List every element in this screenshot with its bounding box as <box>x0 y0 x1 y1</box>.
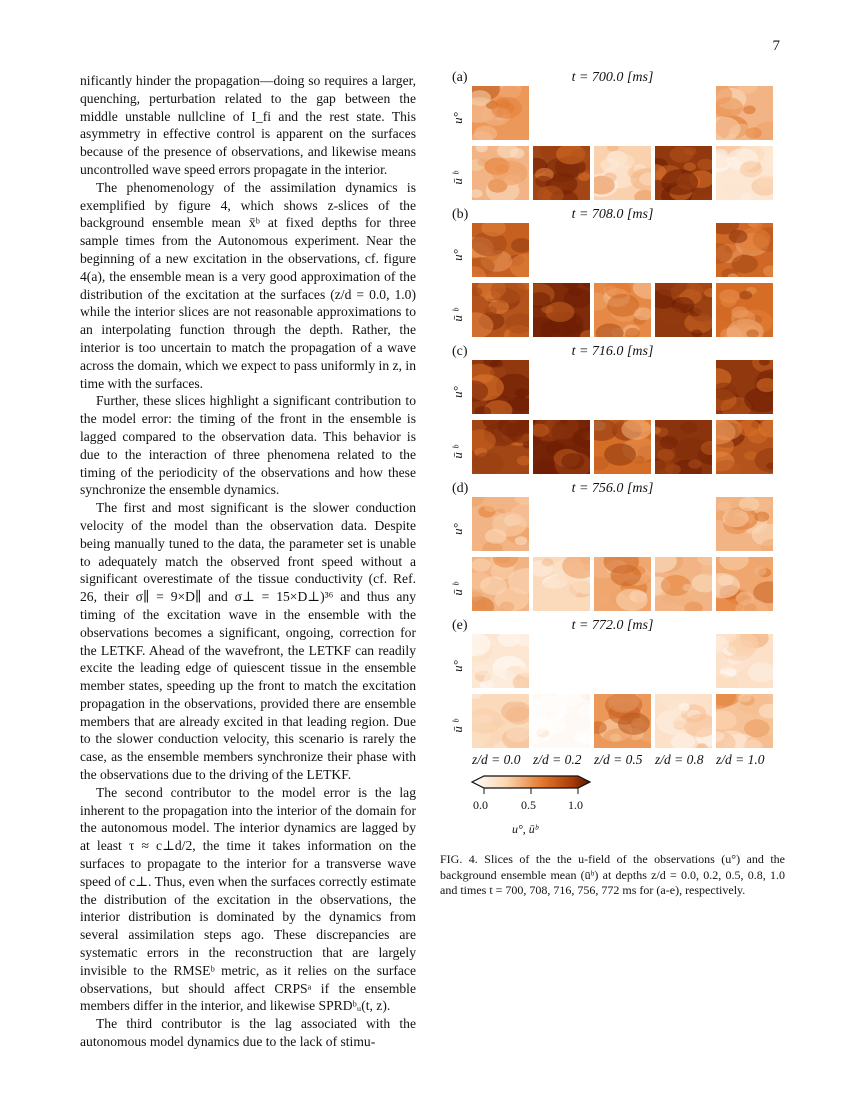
panel-label: (a) <box>452 70 468 85</box>
field-slice-tile <box>533 694 590 748</box>
field-slice-image <box>594 283 651 337</box>
field-slice-tile <box>716 497 773 551</box>
field-slice-image <box>472 634 529 688</box>
row-label-background: ū ᵇ <box>450 582 465 596</box>
row-label-observation: u° <box>450 523 465 535</box>
field-slice-image <box>655 694 712 748</box>
field-slice-image <box>716 497 773 551</box>
field-slice-image <box>655 557 712 611</box>
row-label-background: ū ᵇ <box>450 308 465 322</box>
field-slice-image <box>716 146 773 200</box>
figure-caption: FIG. 4. Slices of the the u-field of the observations (u°) and the background ensemble mean (ūᵇ) at depths z/d = 0.0, 0.2, 0.5, 0.8, 1.0 and times t = 700, 708, 716, 756, 772 ms for (a-e), respectively. <box>440 852 785 897</box>
figure-panel <box>440 203 785 340</box>
field-slice-image <box>716 634 773 688</box>
depth-label: z/d = 0.0 <box>472 752 521 767</box>
field-slice-image <box>472 557 529 611</box>
row-label-background: ū ᵇ <box>450 445 465 459</box>
panel-label: (d) <box>452 481 469 496</box>
paragraph: Further, these slices highlight a significant contribution to the model error: the timing of the front in the ensemble is lagged compared to the observation data. This behavior is due to the interaction of three phenomena related to the timing of the periodicity of the observations and how these synchronize the ensemble dynamics. <box>80 393 416 498</box>
field-slice-image <box>594 420 651 474</box>
panel-time: t = 756.0 [ms] <box>571 481 654 496</box>
field-slice-image <box>594 694 651 748</box>
field-slice-image <box>472 146 529 200</box>
figure-panels <box>440 66 785 751</box>
field-slice-image <box>716 420 773 474</box>
figure-panel <box>440 66 785 203</box>
field-slice-tile <box>472 360 529 414</box>
paragraph: The second contributor to the model error is the lag inherent to the propagation into the interior of the domain for the autonomous model. The interior dynamics are lagged by at least τ ≈ c⊥d/2, the time it takes information on the surfaces to propagate to the interior for a transverse wave speed of c⊥. Thus, even when the surfaces correctly estimate the distribution of the excitation in the observations, the interior distribution is dominated by the dynamics from several assimilation steps ago. These discrepancies are systematic errors in the reconstruction that are largely invisible to the RMSEᵇ metric, as it relies on the surface observations, but should affect CRPSᵃ if the ensemble members differ in the interior, and likewise SPRDᵇᵤ(t, z). <box>80 784 416 1014</box>
field-slice-tile <box>533 420 590 474</box>
field-slice-tile <box>716 360 773 414</box>
field-slice-image <box>716 360 773 414</box>
field-slice-image <box>716 86 773 140</box>
field-slice-image <box>655 283 712 337</box>
row-label-observation: u° <box>450 112 465 124</box>
field-slice-image <box>472 694 529 748</box>
depth-label: z/d = 0.8 <box>655 752 704 767</box>
field-slice-tile <box>594 420 651 474</box>
panel-label: (b) <box>452 207 469 222</box>
depth-labels <box>470 752 780 770</box>
field-slice-tile <box>716 557 773 611</box>
depth-label: z/d = 0.5 <box>594 752 643 767</box>
figure-panel <box>440 614 785 751</box>
field-slice-image <box>472 223 529 277</box>
field-slice-tile <box>472 86 529 140</box>
panel-label: (c) <box>452 344 468 359</box>
field-slice-tile <box>716 634 773 688</box>
field-slice-tile <box>472 283 529 337</box>
field-slice-image <box>533 557 590 611</box>
panel-time: t = 716.0 [ms] <box>571 344 654 359</box>
colorbar-tick: 0.0 <box>473 798 488 812</box>
field-slice-image <box>716 223 773 277</box>
paragraph: The third contributor is the lag associated with the autonomous model dynamics due to the lack of stimu- <box>80 1016 416 1050</box>
paragraph: The phenomenology of the assimilation dynamics is exemplified by figure 4, which shows z-slices of the background ensemble mean x̄ᵇ at fixed depths for three sample times from the Autonomous experiment. Near the beginning of a new excitation in the observations, cf. figure 4(a), the ensemble mean is a very good approximation of the distribution of the excitation at the surfaces (z/d = 0.0, 1.0) while the interior slices are not reasonable approximations to an interpolating function through the depth. Rather, the interior is too uncertain to match the propagation of a wave across the domain, which we expect to pass uniformly in z, in time with the surfaces. <box>80 179 416 391</box>
colorbar-title: u°, ūᵇ <box>512 822 539 836</box>
field-slice-tile <box>533 557 590 611</box>
field-slice-tile <box>594 557 651 611</box>
row-label-observation: u° <box>450 386 465 398</box>
field-slice-image <box>655 146 712 200</box>
colorbar-tick: 1.0 <box>568 798 583 812</box>
field-slice-tile <box>594 283 651 337</box>
paragraph: nificantly hinder the propagation—doing so requires a larger, quenching, perturbation related to the gap between the middle unstable nullcline of I_fi and the rest state. This asymmetry in effective control is apparent on the surfaces because of the presence of observations, and likewise means uncontrolled wave speed errors propagate in the interior. <box>80 73 416 177</box>
field-slice-image <box>533 420 590 474</box>
field-slice-tile <box>716 146 773 200</box>
field-slice-tile <box>716 86 773 140</box>
field-slice-tile <box>472 497 529 551</box>
field-slice-tile <box>594 146 651 200</box>
field-slice-tile <box>655 420 712 474</box>
page-number: 7 <box>772 38 780 54</box>
field-slice-image <box>472 420 529 474</box>
depth-label: z/d = 0.2 <box>533 752 582 767</box>
field-slice-image <box>472 497 529 551</box>
field-slice-tile <box>594 694 651 748</box>
field-slice-tile <box>655 146 712 200</box>
field-slice-image <box>533 694 590 748</box>
field-slice-tile <box>472 223 529 277</box>
field-slice-tile <box>716 223 773 277</box>
field-slice-image <box>472 283 529 337</box>
field-slice-image <box>655 420 712 474</box>
field-slice-image <box>716 557 773 611</box>
field-slice-tile <box>716 283 773 337</box>
field-slice-image <box>594 557 651 611</box>
body-text-column <box>80 72 416 1051</box>
field-slice-image <box>716 283 773 337</box>
figure-panel <box>440 477 785 614</box>
field-slice-tile <box>533 283 590 337</box>
figure-panel <box>440 340 785 477</box>
field-slice-tile <box>472 634 529 688</box>
field-slice-tile <box>655 694 712 748</box>
colorbar-tick: 0.5 <box>521 798 536 812</box>
panel-time: t = 700.0 [ms] <box>571 70 654 85</box>
panel-label: (e) <box>452 618 468 633</box>
field-slice-tile <box>716 694 773 748</box>
field-slice-tile <box>533 146 590 200</box>
row-label-observation: u° <box>450 660 465 672</box>
colorbar <box>470 774 595 854</box>
row-label-observation: u° <box>450 249 465 261</box>
field-slice-tile <box>472 694 529 748</box>
figure-4 <box>440 66 785 836</box>
field-slice-image <box>533 283 590 337</box>
row-label-background: ū ᵇ <box>450 719 465 733</box>
field-slice-tile <box>716 420 773 474</box>
field-slice-tile <box>472 146 529 200</box>
field-slice-image <box>716 694 773 748</box>
field-slice-tile <box>655 557 712 611</box>
field-slice-image <box>594 146 651 200</box>
panel-time: t = 772.0 [ms] <box>571 618 654 633</box>
field-slice-tile <box>472 557 529 611</box>
field-slice-image <box>472 360 529 414</box>
field-slice-image <box>533 146 590 200</box>
depth-label: z/d = 1.0 <box>716 752 765 767</box>
panel-time: t = 708.0 [ms] <box>571 207 654 222</box>
row-label-background: ū ᵇ <box>450 171 465 185</box>
field-slice-tile <box>472 420 529 474</box>
paragraph: The first and most significant is the slower conduction velocity of the model than the observation data. Despite being manually tuned to the data, the parameter set is unable to adequately match the observed front speed without a significant overestimate of the tissue conductivity (cf. Ref. 26, their σ∥ = 9×D∥ and σ⊥ = 15×D⊥)³⁶ and thus any timing of the excitation wave in the ensemble with the observations becomes a significant, ongoing, correction for the LETKF. Ahead of the wavefront, the LETKF can readily excite the leading edge of quiescent tissue in the ensemble member states, speeding up the front to match the excitation propagation in the observations, provided there are ensemble members that are already excited in that leading region. Due to the slower conduction velocity, this scenario is rarely the case, as the ensemble members synchronize their phase with the observations due to the driving of the LETKF. <box>80 500 416 783</box>
field-slice-tile <box>655 283 712 337</box>
field-slice-image <box>472 86 529 140</box>
